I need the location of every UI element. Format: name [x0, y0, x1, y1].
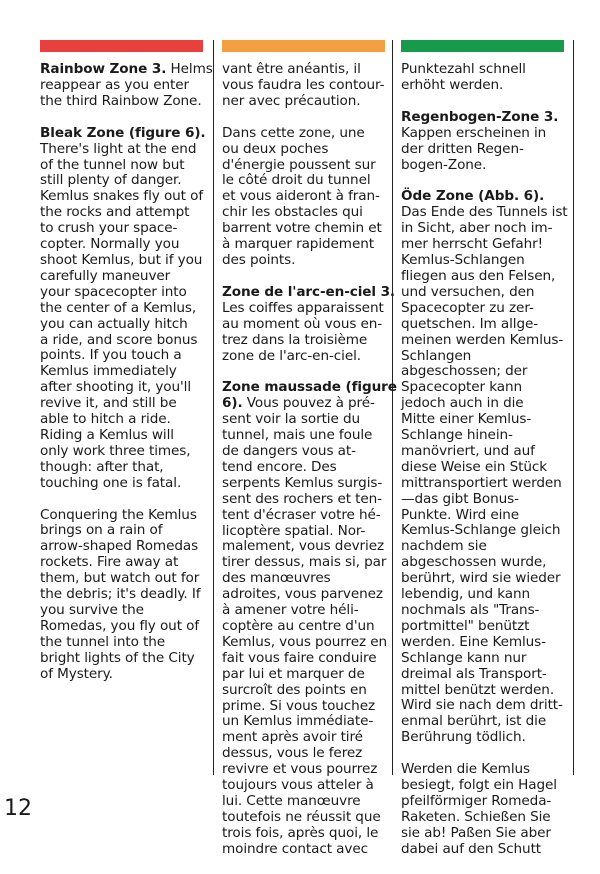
paragraph [40, 508, 210, 683]
text-line: the third Rainbow Zone. [40, 92, 202, 109]
text-line: malement, vous devriez [222, 538, 384, 555]
text-line: Punkte. Wird eine [401, 506, 520, 523]
text-line: der dritten Regen- [401, 140, 524, 157]
text-line: to crush your space- [40, 220, 178, 237]
text-line: besiegt, folgt ein Hagel [401, 777, 557, 794]
text-line: only work three times, [40, 442, 191, 459]
text-line: the center of a Kemlus, [40, 299, 197, 316]
text-line: bright lights of the City [40, 649, 195, 666]
text-line: points. If you touch a [40, 347, 182, 364]
german-text-column [401, 62, 571, 874]
text-line: Berührung tödlich. [401, 729, 526, 746]
text-line: tunnel, mais une foule [222, 427, 373, 444]
text-line: reappear as you enter [40, 76, 190, 93]
red-color-bar [40, 40, 203, 52]
text-line: dreimal als Transport- [401, 665, 547, 682]
text-line: et vous aideront à fran- [222, 188, 380, 205]
text-line: Spacecopter zu zer- [401, 299, 534, 316]
english-text-column [40, 61, 213, 699]
text-line: ou deux poches [222, 140, 329, 157]
text-line: abgeschossen wurde, [401, 554, 547, 571]
text-line: à marquer rapidement [222, 236, 374, 253]
text-line: au moment où vous en- [222, 315, 383, 332]
text-line: meinen werden Kemlus- [401, 331, 564, 348]
paragraph [222, 62, 390, 110]
paragraph [40, 126, 210, 492]
text-line: mittel benützt werden. [401, 681, 555, 698]
text-line: Das Ende des Tunnels ist [401, 204, 568, 221]
text-line: pfeilförmiger Romeda- [401, 792, 552, 809]
text-line: Kemlus-Schlange gleich [401, 522, 561, 539]
text-line: Romedas, you fly out of [40, 617, 200, 634]
text-line: mittransportiert werden [401, 474, 562, 491]
text-line: Schlange kann nur [401, 649, 527, 666]
text-line: after shooting it, you'll [40, 379, 192, 396]
text-line: Conquering the Kemlus [40, 506, 197, 523]
text-line: adroites, vous parvenez [222, 586, 383, 603]
text-line: und versuchen, den [401, 283, 535, 300]
text-line: you can actually hitch [40, 315, 188, 332]
text-line: chir les obstacles qui [222, 204, 363, 221]
text-line: though: after that, [40, 458, 164, 475]
orange-color-bar [222, 40, 385, 52]
text-line: Kappen erscheinen in [401, 124, 547, 141]
text-line [401, 110, 571, 126]
paragraph [401, 62, 571, 94]
text-line: of Mystery. [40, 665, 113, 682]
text-line: toujours vous atteler à [222, 777, 374, 794]
text-line: a ride, and score bonus [40, 331, 198, 348]
text-line: de dangers vous at- [222, 443, 356, 460]
text-line: mer herrscht Gefahr! [401, 236, 543, 253]
text-line: Mitte einer Kemlus- [401, 411, 532, 428]
text-line: fliegen aus den Felsen, [401, 267, 556, 284]
text-line: Schlangen [401, 347, 472, 364]
text-line: Kemlus snakes fly out of [40, 188, 204, 205]
text-line: abgeschossen; der [401, 363, 528, 380]
text-line: vous faudra les contour- [222, 76, 385, 93]
text-line: nochmals als "Trans- [401, 602, 540, 618]
text-line: ment après avoir tiré [222, 729, 363, 746]
text-line: quetschen. Im allge- [401, 315, 539, 332]
text-line: dabei auf den Schutt [401, 840, 542, 857]
text-line: revivre et vous pourrez [222, 761, 378, 778]
section-heading: Öde Zone (Abb. 6). [401, 188, 545, 205]
text-line: nachdem sie [401, 538, 487, 555]
text-line: zone de l'arc-en-ciel. [222, 347, 361, 364]
section-heading: Zone de l'arc-en-ciel 3. [222, 283, 395, 300]
text-line: brings on a rain of [40, 522, 163, 539]
text-line: sie ab! Paßen Sie aber [401, 824, 551, 841]
text-line: tend encore. Des [222, 458, 337, 475]
text-line: you survive the [40, 602, 144, 618]
text-line: d'énergie poussent sur [222, 156, 376, 173]
text-line: copter. Normally you [40, 236, 180, 253]
text-line: Werden die Kemlus [401, 761, 530, 778]
text-line: serpents Kemlus surgis- [222, 474, 383, 491]
text-line: tirer dessus, mais si, par [222, 554, 387, 571]
text-line: jedoch auch in die [401, 395, 524, 412]
column-divider-2 [392, 40, 393, 775]
text-line: trois fois, après quoi, le [222, 824, 379, 841]
text-line: Kemlus immediately [40, 363, 177, 380]
text-line: the rocks and attempt [40, 204, 190, 221]
section-heading: Zone maussade (figure [222, 379, 397, 396]
text-line: erhöht werden. [401, 76, 504, 93]
text-line: barrent votre chemin et [222, 220, 382, 237]
text-line: the tunnel into the [40, 633, 166, 650]
text-line: prime. Si vous touchez [222, 697, 375, 714]
paragraph [401, 110, 571, 174]
text-line: Riding a Kemlus will [40, 426, 174, 443]
text-line: Kemlus-Schlangen [401, 252, 525, 269]
text-line: arrow-shaped Romedas [40, 538, 199, 555]
text-line: revive it, and still be [40, 395, 177, 412]
text-line: rockets. Fire away at [40, 554, 179, 571]
text-line [40, 126, 210, 142]
text-line: Dans cette zone, une [222, 124, 365, 141]
page-number: 12 [4, 796, 32, 821]
text-line: manövriert, und auf [401, 442, 535, 459]
paragraph [40, 61, 213, 110]
text-line: the debris; it's deadly. If [40, 586, 201, 603]
text-line: Raketen. Schießen Sie [401, 808, 551, 825]
text-line: coptère au centre d'un [222, 618, 375, 634]
text-line [222, 283, 395, 301]
text-line: Spacecopter kann [401, 379, 523, 396]
text-line: werden. Eine Kemlus- [401, 633, 546, 650]
text-line: still plenty of danger. [40, 172, 182, 189]
text-line: surcroît des points en [222, 681, 367, 698]
column-divider-3 [573, 40, 574, 775]
column-divider-1 [213, 40, 214, 775]
paragraph [401, 762, 571, 857]
text-line: vant être anéantis, il [222, 61, 361, 77]
text-line: Punktezahl schnell [401, 61, 526, 77]
text-line: able to hitch a ride. [40, 411, 171, 428]
text-line: bogen-Zone. [401, 156, 487, 173]
text-line: —das gibt Bonus- [401, 490, 519, 507]
section-heading: Rainbow Zone 3. [40, 61, 167, 77]
paragraph [222, 126, 390, 269]
text-line: trez dans la troisième [222, 331, 368, 348]
text-line: ner avec précaution. [222, 92, 361, 109]
text-line: Kemlus, vous pourrez en [222, 633, 388, 650]
text-line: berührt, wird sie wieder [401, 570, 561, 587]
text-line: enmal berührt, ist die [401, 713, 547, 730]
section-heading: Bleak Zone (figure 6). [40, 124, 206, 141]
text-line: your spacecopter into [40, 283, 187, 300]
text-line: Schlange hinein- [401, 427, 513, 444]
text-line: toutefois ne réussit que [222, 808, 381, 825]
text-line: in Sicht, aber noch im- [401, 220, 553, 237]
paragraph [222, 379, 397, 857]
text-line: Rainbow Zone 3. Helms [40, 61, 213, 77]
paragraph [222, 283, 395, 365]
section-heading: 6). [222, 395, 243, 412]
text-line: par lui et marquer de [222, 665, 365, 682]
text-line: Wird sie nach dem dritt- [401, 697, 563, 714]
text-line: des manœuvres [222, 570, 331, 587]
green-color-bar [401, 40, 564, 52]
text-line: licoptère spatial. Nor- [222, 522, 366, 539]
text-line [222, 379, 397, 396]
text-line: le côté droit du tunnel [222, 172, 371, 189]
text-line: 6). Vous pouvez à pré- [222, 395, 375, 412]
text-line: them, but watch out for [40, 570, 200, 587]
text-line: à amener votre héli- [222, 602, 359, 619]
text-line: touching one is fatal. [40, 474, 182, 491]
text-line: moindre contact avec [222, 840, 368, 857]
text-line: of the tunnel now but [40, 156, 185, 173]
text-line: shoot Kemlus, but if you [40, 251, 203, 268]
text-line: There's light at the end [40, 140, 197, 157]
text-line: Les coiffes apparaissent [222, 299, 384, 316]
text-line: portmittel" benützt [401, 617, 530, 634]
text-line: tent d'écraser votre hé- [222, 506, 381, 523]
paragraph [401, 189, 571, 746]
text-line [401, 189, 571, 205]
text-line: diese Weise ein Stück [401, 458, 547, 475]
section-heading: Regenbogen-Zone 3. [401, 108, 559, 125]
text-line: un Kemlus immédiate- [222, 713, 374, 730]
text-line: fait vous faire conduire [222, 649, 377, 666]
text-line: sent voir la sortie du [222, 411, 361, 428]
french-text-column [222, 61, 397, 874]
text-line: sent des rochers et ten- [222, 490, 382, 507]
text-line: carefully maneuver [40, 267, 171, 284]
text-line: lui. Cette manœuvre [222, 792, 361, 809]
text-line: des points. [222, 251, 296, 268]
text-line: lebendig, und kann [401, 586, 531, 603]
text-line: dessus, vous le ferez [222, 745, 363, 762]
